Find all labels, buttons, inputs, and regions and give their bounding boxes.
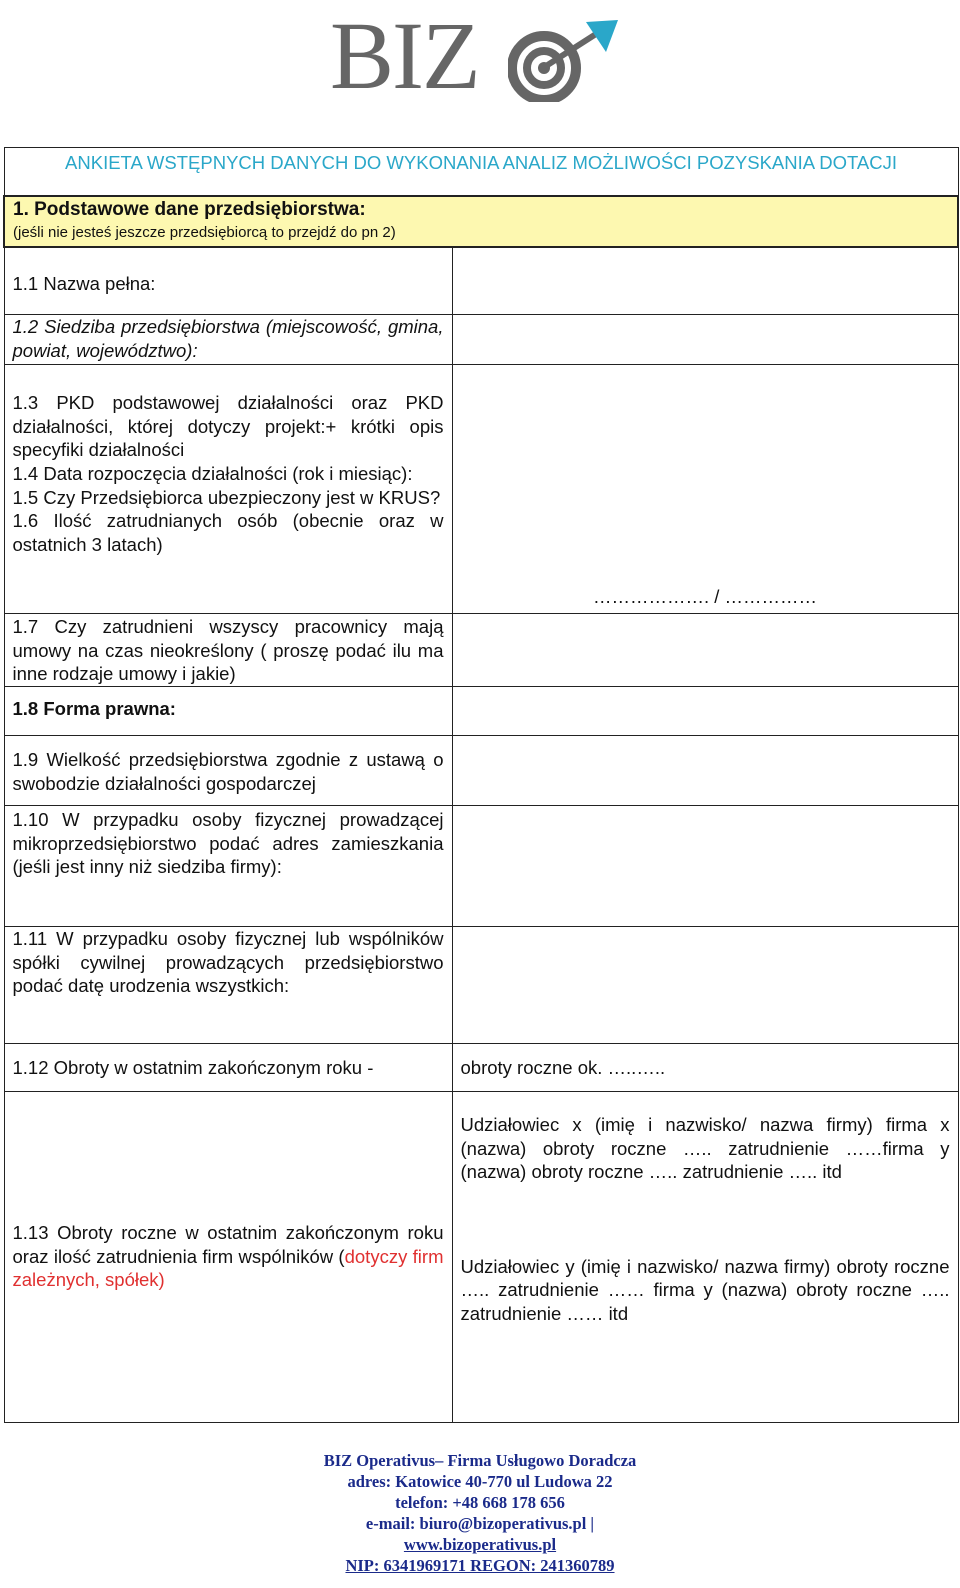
answer-1-7[interactable]: [452, 614, 958, 687]
question-1-6: 1.6 Ilość zatrudnianych osób (obecnie oraz w ostatnich 3 latach): [12, 510, 444, 555]
question-1-13-note: dotyczy firm zależnych, spółek): [12, 1245, 444, 1291]
footer: [0, 1450, 960, 1576]
footer-nip-regon: NIP: 6341969171 REGON: 241360789: [345, 1556, 615, 1575]
footer-website[interactable]: www.bizoperativus.pl: [403, 1535, 557, 1554]
question-1-12: 1.12 Obroty w ostatnim zakończonym roku -: [4, 1043, 452, 1091]
target-arrow-icon: [508, 20, 620, 102]
section-1-note: (jeśli nie jesteś jeszcze przedsiębiorcą to przejdź do pn 2): [13, 224, 396, 242]
answer-1-13-shareholder-y[interactable]: Udziałowiec y (imię i nazwisko/ nazwa firmy) obroty roczne ….. zatrudnienie …… firma y (nazwa) obroty roczne ….. zatrudnienie …… itd: [460, 1255, 950, 1324]
answer-1-12[interactable]: obroty roczne ok. …..…..: [452, 1043, 958, 1091]
biz-logo: [330, 2, 630, 109]
survey-form: [3, 147, 959, 1423]
answer-1-2[interactable]: [452, 315, 958, 365]
footer-company-name: BIZ Operativus– Firma Usługowo Doradcza: [323, 1451, 637, 1470]
question-1-8: 1.8 Forma prawna:: [4, 686, 452, 735]
question-1-10: 1.10 W przypadku osoby fizycznej prowadzącej mikroprzedsiębiorstwo podać adres zamieszkania (jeśli jest inny niż siedziba firmy):: [4, 805, 452, 926]
answer-1-1[interactable]: [452, 247, 958, 315]
answer-1-8[interactable]: [452, 686, 958, 735]
footer-phone: telefon: +48 668 178 656: [395, 1493, 565, 1512]
answer-1-9[interactable]: [452, 735, 958, 805]
question-1-1: 1.1 Nazwa pełna:: [4, 247, 452, 315]
question-1-5: 1.5 Czy Przedsiębiorca ubezpieczony jest w KRUS?: [12, 486, 441, 508]
question-1-7: 1.7 Czy zatrudnieni wszyscy pracownicy mają umowy na czas nieokreślony ( proszę podać ilu ma inne rodzaje umowy i jakie): [4, 614, 452, 687]
footer-company: [0, 1450, 960, 1471]
answer-1-11[interactable]: [452, 926, 958, 1043]
section-1-header: [4, 196, 958, 247]
question-1-2: 1.2 Siedziba przedsiębiorstwa (miejscowość, gmina, powiat, województwo):: [4, 315, 452, 365]
question-1-13-text: 1.13 Obroty roczne w ostatnim zakończonym roku oraz ilość zatrudnienia firm wspólników (: [12, 1221, 444, 1267]
footer-email[interactable]: e-mail: biuro@bizoperativus.pl |: [365, 1514, 595, 1533]
questions-1-3-to-1-6: [4, 365, 452, 614]
question-1-4: 1.4 Data rozpoczęcia działalności (rok i miesiąc):: [12, 462, 413, 484]
answer-1-10[interactable]: [452, 805, 958, 926]
answer-1-13-shareholder-x[interactable]: Udziałowiec x (imię i nazwisko/ nazwa firmy) firma x (nazwa) obroty roczne ….. zatrudnienie ……firma y (nazwa) obroty roczne ….. zatrudnienie ….. itd: [460, 1113, 950, 1183]
form-title: ANKIETA WSTĘPNYCH DANYCH DO WYKONANIA ANALIZ MOŻLIWOŚCI POZYSKANIA DOTACJI: [4, 148, 958, 196]
question-1-11: 1.11 W przypadku osoby fizycznej lub wspólników spółki cywilnej prowadzących przedsiębiorstwo podać datę urodzenia wszystkich:: [4, 926, 452, 1043]
answer-1-13[interactable]: [452, 1091, 958, 1422]
logo-text: BIZ: [330, 2, 479, 109]
section-1-heading: 1. Podstawowe dane przedsiębiorstwa:: [13, 198, 366, 220]
answer-1-6[interactable]: ………………. / ……………: [452, 365, 958, 614]
footer-address: adres: Katowice 40-770 ul Ludowa 22: [347, 1472, 613, 1491]
question-1-13: [4, 1091, 452, 1422]
question-1-3: 1.3 PKD podstawowej działalności oraz PKD działalności, której dotyczy projekt:+ krótki opis specyfiki działalności: [12, 392, 444, 461]
question-1-9: 1.9 Wielkość przedsiębiorstwa zgodnie z ustawą o swobodzie działalności gospodarczej: [4, 735, 452, 805]
